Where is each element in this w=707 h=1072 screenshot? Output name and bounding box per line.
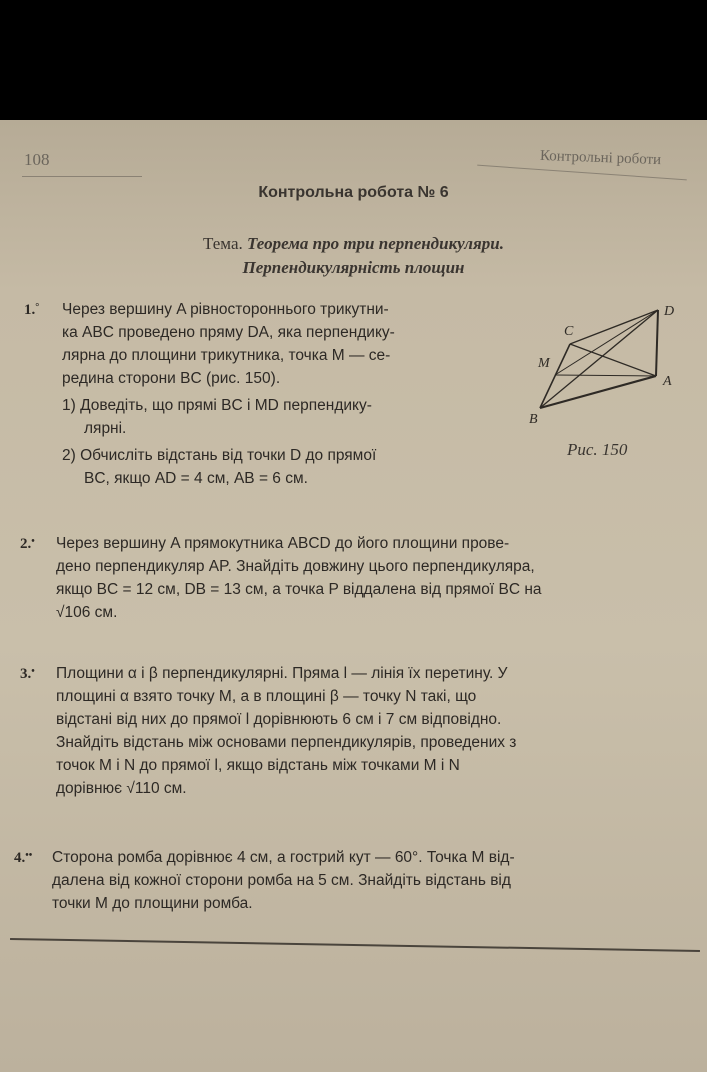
task4-line: точки M до площини ромба.: [52, 895, 253, 912]
figure-150: [520, 305, 690, 425]
task1-text: [62, 298, 522, 490]
figure-caption: Рис. 150: [567, 440, 628, 459]
task3-line: площині α взято точку M, а в площині β — точку N такі, що: [56, 688, 477, 705]
task2-line: дено перпендикуляр AP. Знайдіть довжину цього перпендикуляра,: [56, 558, 535, 575]
topic-line1: Теорема про три перпендикуляри.: [247, 234, 504, 253]
edge-CA: [570, 344, 656, 376]
task1-line: Через вершину A рівностороннього трикутни-: [62, 301, 389, 318]
task3-line: Знайдіть відстань між основами перпендикулярів, проведених з: [56, 734, 517, 751]
task1-sub1: 1) Доведіть, що прямі BC і MD перпендику- лярні.: [62, 397, 372, 437]
task2-text: [56, 532, 696, 624]
task4-line: Сторона ромба дорівнює 4 см, а гострий кут — 60°. Точка M від-: [52, 849, 515, 866]
task3-line: точок M і N до прямої l, якщо відстань між точками M і N: [56, 757, 460, 774]
task4-line: далена від кожної сторони ромба на 5 см. Знайдіть відстань від: [52, 872, 511, 889]
task3-text: [56, 662, 696, 800]
task3-line: відстані від них до прямої l дорівнюють 6 см і 7 см відповідно.: [56, 711, 502, 728]
task2-line: якщо BC = 12 см, DB = 13 см, а точка P віддалена від прямої BC на: [56, 581, 542, 598]
label-M: M: [538, 356, 550, 371]
segment-MD: [555, 310, 658, 375]
task2-number: 2.•: [20, 536, 35, 552]
edge-BC: [540, 344, 570, 408]
topic: [0, 232, 707, 280]
label-B: B: [529, 412, 538, 425]
task2-line: √106 см.: [56, 604, 118, 621]
task4-text: [52, 846, 697, 915]
page-number: 108: [24, 150, 50, 169]
task3-line: дорівнює √110 см.: [56, 780, 187, 797]
label-D: D: [664, 305, 675, 319]
task3-line: Площини α і β перпендикулярні. Пряма l — лінія їх перетину. У: [56, 665, 508, 682]
topic-line2: Перпендикулярність площин: [242, 258, 465, 277]
task3-number: 3.•: [20, 666, 35, 682]
edge-BA: [540, 376, 656, 408]
edge-AD: [656, 310, 658, 376]
textbook-page: [0, 120, 707, 1072]
edge-CD: [570, 310, 658, 344]
task1-sub2: 2) Обчисліть відстань від точки D до прямої BC, якщо AD = 4 см, AB = 6 см.: [62, 447, 377, 487]
label-A: A: [663, 374, 672, 389]
task1-line: ка ABC проведено пряму DA, яка перпендику-: [62, 324, 395, 341]
edge-BD: [540, 310, 658, 408]
bottom-rule: [10, 938, 700, 952]
task4-number: 4.••: [14, 850, 33, 866]
header-rule-left: [22, 176, 142, 177]
section-title: Контрольні роботи: [539, 147, 662, 169]
label-C: C: [564, 324, 574, 339]
task1-line: редина сторони BC (рис. 150).: [62, 370, 281, 387]
page-title: Контрольна робота № 6: [258, 184, 449, 201]
task2-line: Через вершину A прямокутника ABCD до його площини прове-: [56, 535, 510, 552]
task1-number: 1.°: [24, 302, 40, 318]
segment-MA: [555, 375, 656, 376]
topic-prefix: Тема.: [203, 234, 243, 253]
task1-line: лярна до площини трикутника, точка M — се-: [62, 347, 391, 364]
